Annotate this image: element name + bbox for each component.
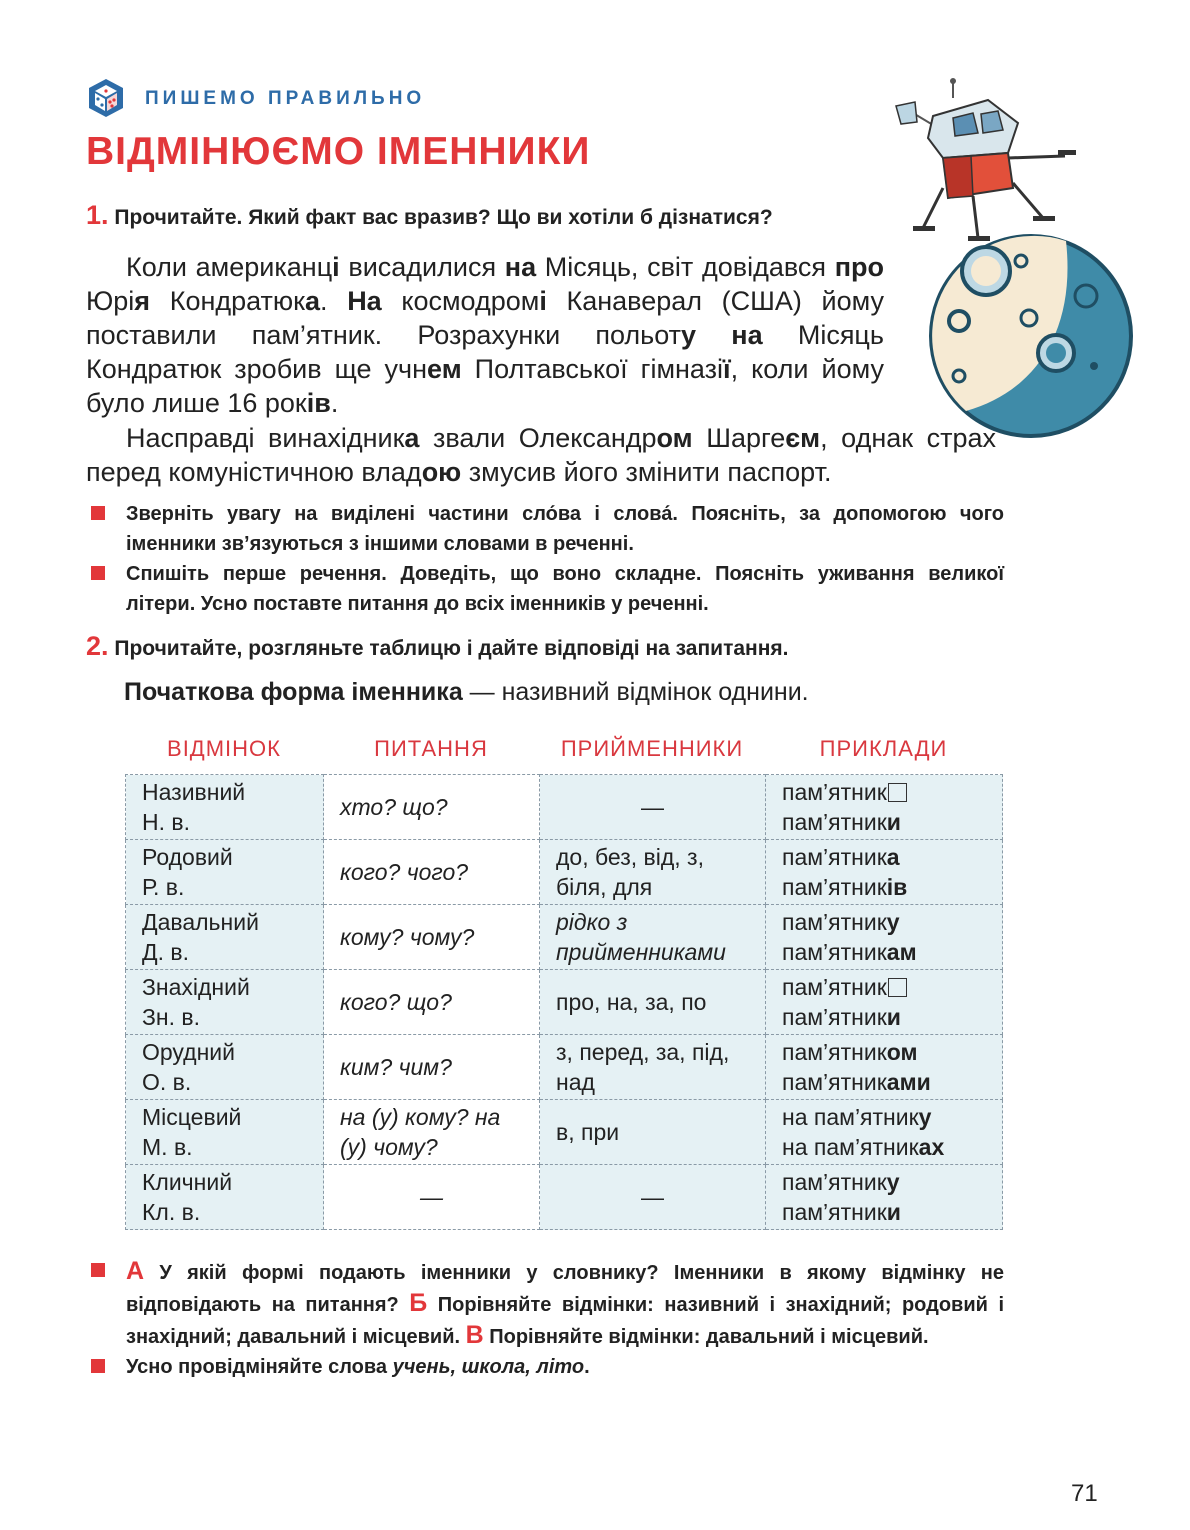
table-row <box>126 840 1003 905</box>
task-2-number: 2. <box>86 631 109 661</box>
case-cell <box>126 1165 324 1230</box>
case-name: Давальний <box>142 909 259 935</box>
ending: ам <box>886 939 917 965</box>
question-text: на (у) кому? на (у) чому? <box>340 1104 501 1160</box>
definition-text: — називний відмінок однини. <box>462 678 809 706</box>
examples-cell <box>766 905 1003 970</box>
ending: ах <box>918 1134 945 1160</box>
list-item: Спишіть перше речення. Доведіть, що воно складне. Поясніть уживання великої літери. Усно поставте питання до всіх іменників у реченні. <box>86 559 1004 619</box>
case-name: Кличний <box>142 1169 233 1195</box>
moon-icon <box>926 231 1136 441</box>
case-cell <box>126 970 324 1035</box>
table-row <box>126 970 1003 1035</box>
prepositions-text: — <box>641 1184 664 1210</box>
column-header-prepositions: ПРИЙМЕННИКИ <box>560 736 744 761</box>
example-word: на пам’ятниках <box>782 1134 945 1160</box>
ending: у <box>886 1169 900 1195</box>
prepositions-cell <box>540 1165 766 1230</box>
definition <box>124 678 809 707</box>
lunar-lander-icon <box>893 78 1078 248</box>
case-cell <box>126 905 324 970</box>
case-abbr: Р. в. <box>142 874 185 900</box>
question-cell <box>324 1100 540 1165</box>
question-text: ким? чим? <box>340 1054 452 1080</box>
question-cell <box>324 1035 540 1100</box>
zero-ending-box <box>888 783 907 802</box>
example-word: пам’ятником <box>782 1039 918 1065</box>
bullet-square-icon <box>91 1359 105 1373</box>
table-row <box>126 1100 1003 1165</box>
example-word: пам’ятник <box>782 779 907 805</box>
example-word: пам’ятникам <box>782 939 917 965</box>
prepositions-text: до, без, від, з, біля, для <box>556 844 704 900</box>
list-item: А У якій формі подають іменники у словнику? Іменники в якому відмінку не відповідають на питання? Б Порівняйте відмінки: називний і знахідний; родовий і знахідний; давальний і місцевий. В Порівняйте відмінки: давальний і місцевий. <box>86 1256 1004 1352</box>
example-word: пам’ятників <box>782 874 908 900</box>
prepositions-text: — <box>641 794 664 820</box>
question-cell <box>324 905 540 970</box>
prepositions-text: в, при <box>556 1119 620 1145</box>
case-table <box>125 734 1002 1230</box>
table-row <box>126 1165 1003 1230</box>
case-abbr: О. в. <box>142 1069 192 1095</box>
bullet-square-icon <box>91 566 105 580</box>
case-cell <box>126 1100 324 1165</box>
examples-cell <box>766 775 1003 840</box>
examples-cell <box>766 1100 1003 1165</box>
case-abbr: Д. в. <box>142 939 189 965</box>
ending: у <box>918 1104 932 1130</box>
table-header <box>125 734 1002 774</box>
prepositions-cell <box>540 775 766 840</box>
case-cell <box>126 1035 324 1100</box>
prepositions-text: рідко з прийменниками <box>556 909 726 965</box>
task-1-instructions <box>86 499 1004 619</box>
example-word: пам’ятнику <box>782 909 900 935</box>
question-letter-b: Б <box>409 1289 428 1317</box>
section-label: ПИШЕМО ПРАВИЛЬНО <box>145 88 426 109</box>
case-abbr: Н. в. <box>142 809 190 835</box>
example-word: пам’ятники <box>782 1199 901 1225</box>
question-letter-v: В <box>465 1321 484 1349</box>
example-word: пам’ятники <box>782 1004 901 1030</box>
question-text: — <box>420 1184 443 1210</box>
ending: и <box>886 809 901 835</box>
list-item: Зверніть увагу на виділені частини сло́ва і слова́. Поясніть, за допомогою чого іменники зв’язуються з іншими словами в реченні. <box>86 499 1004 559</box>
examples-cell <box>766 970 1003 1035</box>
task-2-text: Прочитайте, розгляньте таблицю і дайте відповіді на запитання. <box>114 637 789 660</box>
case-abbr: М. в. <box>142 1134 193 1160</box>
case-name: Орудний <box>142 1039 235 1065</box>
question-text: кого? що? <box>340 989 452 1015</box>
bullet-square-icon <box>91 506 105 520</box>
prepositions-text: про, на, за, по <box>556 989 707 1015</box>
reading-paragraph-1: Коли американці висадилися на Місяць, світ довідався про Юрія Кондратюка. На космодромі Канаверал (США) йому поставили пам’ятник. Розрахунки польоту на Місяць Кондратюк зробив ще учнем Полтавської гімназії, коли йому було лише 16 років. <box>86 252 885 418</box>
column-header-question: ПИТАННЯ <box>374 736 488 761</box>
prepositions-cell <box>540 1035 766 1100</box>
ending: ів <box>886 874 908 900</box>
page-title: ВІДМІНЮЄМО ІМЕННИКИ <box>86 130 591 173</box>
column-header-case: ВІДМІНОК <box>167 736 281 761</box>
prepositions-cell <box>540 1100 766 1165</box>
example-word: на пам’ятнику <box>782 1104 932 1130</box>
example-word: пам’ятника <box>782 844 900 870</box>
prepositions-text: з, перед, за, під, над <box>556 1039 730 1095</box>
list-item: Усно провідміняйте слова учень, школа, літо. <box>86 1352 1004 1382</box>
task-1-number: 1. <box>86 200 109 230</box>
case-name: Місцевий <box>142 1104 242 1130</box>
ending: а <box>886 844 900 870</box>
table-row <box>126 775 1003 840</box>
question-cell <box>324 970 540 1035</box>
question-text: кому? чому? <box>340 924 475 950</box>
case-name: Родовий <box>142 844 233 870</box>
question-letter-a: А <box>126 1257 145 1285</box>
case-name: Називний <box>142 779 246 805</box>
case-name: Знахідний <box>142 974 250 1000</box>
table-row <box>126 905 1003 970</box>
task-2-prompt <box>86 631 789 662</box>
question-cell <box>324 1165 540 1230</box>
examples-cell <box>766 1035 1003 1100</box>
question-text: хто? що? <box>340 794 448 820</box>
ending: и <box>886 1199 901 1225</box>
ending: у <box>886 909 900 935</box>
question-cell <box>324 840 540 905</box>
prepositions-cell <box>540 970 766 1035</box>
reading-paragraph-2: Насправді винахідника звали Олександром Шаргеєм, однак страх перед комуністичною владою змусив його змінити паспорт. <box>86 423 997 487</box>
bullet-square-icon <box>91 1263 105 1277</box>
definition-term: Початкова форма іменника <box>124 678 463 706</box>
case-table-body <box>125 774 1003 1230</box>
zero-ending-box <box>888 978 907 997</box>
task-2-questions <box>86 1256 1004 1382</box>
table-row <box>126 1035 1003 1100</box>
column-header-examples: ПРИКЛАДИ <box>819 736 948 761</box>
case-abbr: Кл. в. <box>142 1199 201 1225</box>
question-cell <box>324 775 540 840</box>
task-1-text: Прочитайте. Який факт вас вразив? Що ви хотіли б дізнатися? <box>114 206 773 229</box>
prepositions-cell <box>540 840 766 905</box>
dice-icon <box>86 78 126 118</box>
example-word: пам’ятниками <box>782 1069 931 1095</box>
ending: и <box>886 1004 901 1030</box>
example-word: пам’ятник <box>782 974 907 1000</box>
case-abbr: Зн. в. <box>142 1004 200 1030</box>
question-text: кого? чого? <box>340 859 469 885</box>
examples-cell <box>766 840 1003 905</box>
case-cell <box>126 840 324 905</box>
ending: ом <box>886 1039 918 1065</box>
example-word: пам’ятники <box>782 809 901 835</box>
task-1-prompt <box>86 200 773 231</box>
example-word: пам’ятнику <box>782 1169 900 1195</box>
examples-cell <box>766 1165 1003 1230</box>
prepositions-cell <box>540 905 766 970</box>
ending: ами <box>886 1069 931 1095</box>
case-cell <box>126 775 324 840</box>
page-number: 71 <box>1071 1480 1098 1507</box>
